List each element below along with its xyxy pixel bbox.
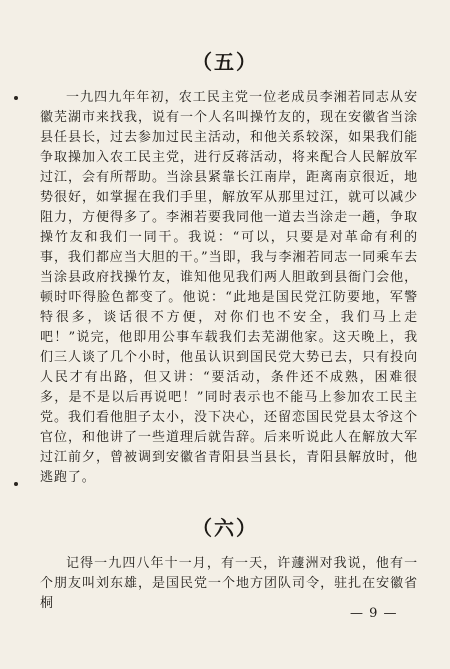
section-6-title: （六） bbox=[192, 516, 258, 540]
section-5-title: （五） bbox=[192, 50, 258, 74]
margin-punch-mark bbox=[14, 96, 18, 100]
section-5-paragraph: 一九四九年年初，农工民主党一位老成员李湘若同志从安徽芜湖市来找我，说有一个人名叫操竹友的，现在安徽省当涂县任县长，过去参加过民主活动，和他关系较深，如果我们能争取操加入农工民主党，进行反蒋活动，将来配合人民解放军过江，会有所帮助。当涂县紧靠长江南岸，距离南京很近，地势很好，如掌握在我们手里，解放军从那里过江，就可以减少阻力，方便得多了。李湘若要我同他一道去当涂走一趟，争取操竹友和我们一同干。我说：“可以，只要是对革命有利的事，我们都应当大胆的干。”当即，我与李湘若同志一同乘车去当涂县政府找操竹友，谁知他见我们两人胆敢到县衙门会他，顿时吓得脸色都变了。他说：“此地是国民党江防要地，军警特很多，谈话很不方便，对你们也不安全，我们马上走吧！”说完，他即用公事车载我们去芜湖他家。这天晚上，我们三人谈了几个小时，他虽认识到国民党大势已去，只有投向人民才有出路，但又讲：“要活动，条件还不成熟，困难很多，是不是以后再说吧！”同时表示也不能马上参加农工民主党。我们看他胆子太小，没下决心，还留恋国民党县太爷这个官位，和他讲了一些道理后就告辞。后来听说此人在解放大军过江前夕，曾被调到安徽省青阳县当县长，青阳县解放时，他逃跑了。 bbox=[40, 90, 418, 485]
section-6-paragraph: 记得一九四八年十一月，有一天，许蘧洲对我说，他有一个朋友叫刘东雄，是国民党一个地方团队司令，驻扎在安徽省桐 bbox=[40, 556, 418, 611]
margin-punch-mark bbox=[14, 482, 18, 486]
page-number: — 9 — bbox=[350, 606, 398, 621]
